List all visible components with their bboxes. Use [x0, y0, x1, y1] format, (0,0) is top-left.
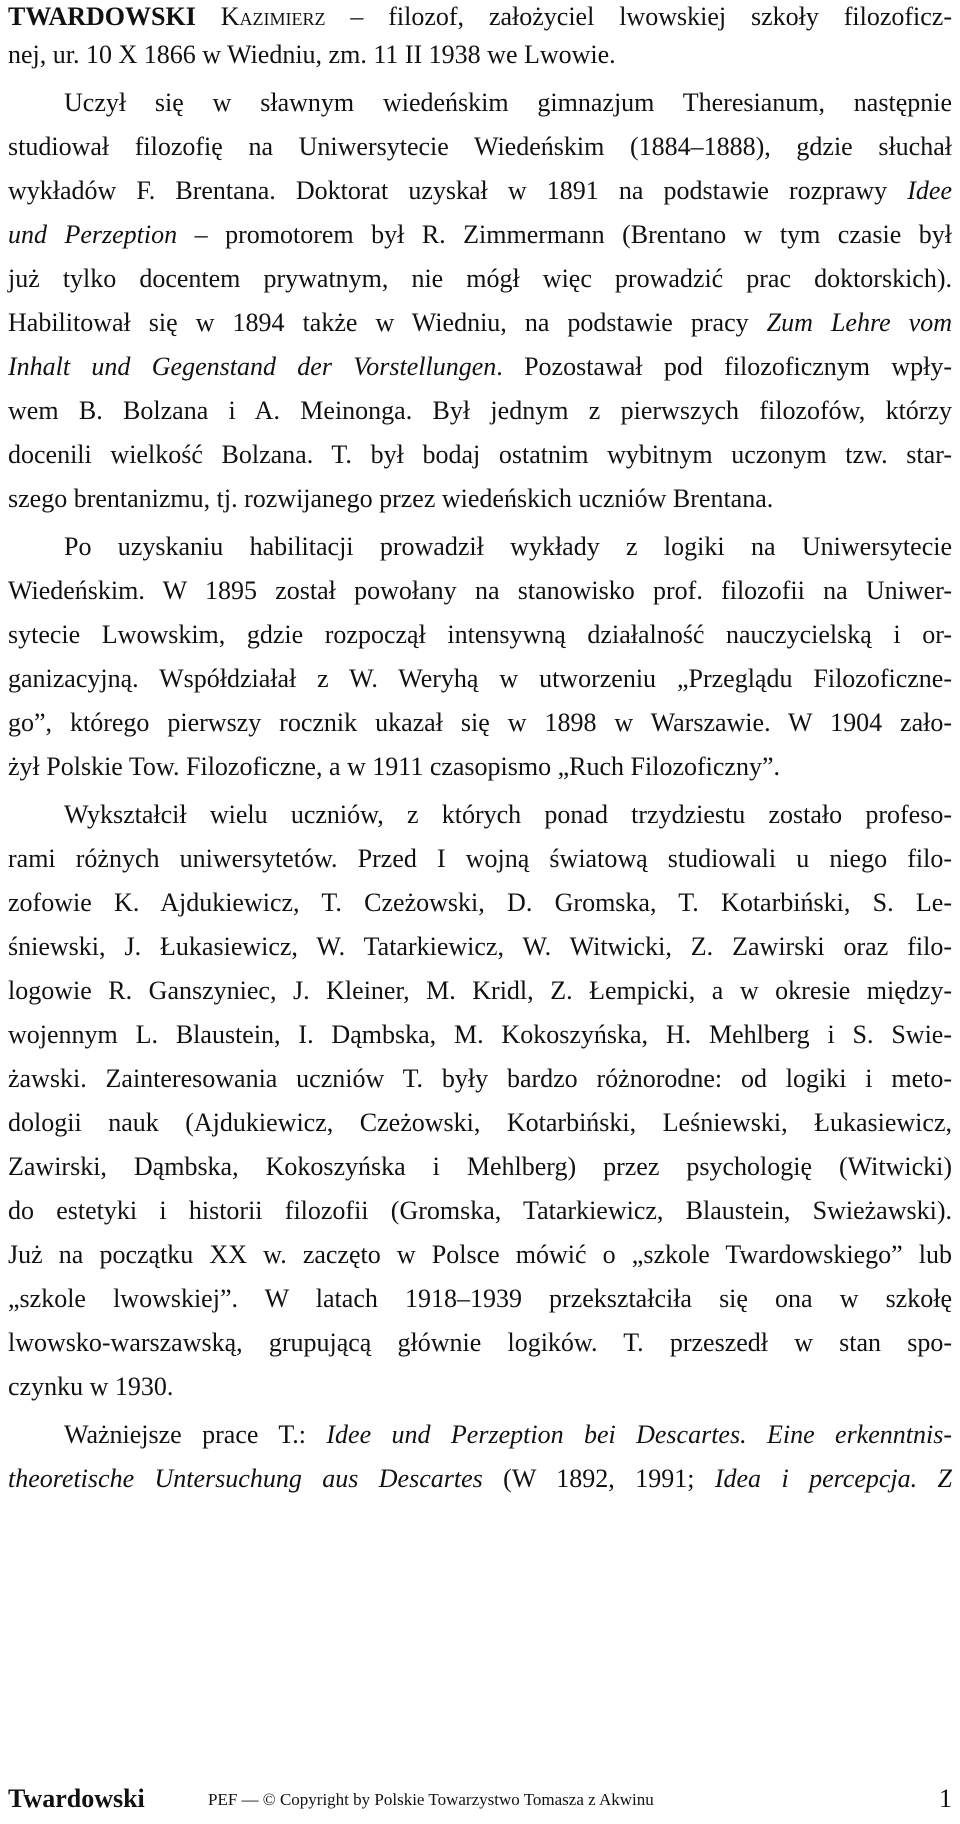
text-line: studiował filozofię na Uniwersytecie Wiedeńskim (1884–1888), gdzie słuchał [8, 132, 952, 161]
text-line: wem B. Bolzana i A. Meinonga. Był jednym z pierwszych filozofów, którzy [8, 396, 952, 425]
text-line: go”, którego pierwszy rocznik ukazał się w 1898 w Warszawie. W 1904 zało- [8, 708, 952, 737]
text-line: lwowsko-warszawską, grupującą głównie logików. T. przeszedł w stan spo- [8, 1328, 952, 1357]
text-line: wykładów F. Brentana. Doktorat uzyskał w 1891 na podstawie rozprawy Idee [8, 176, 952, 205]
text-line: wojennym L. Blaustein, I. Dąmbska, M. Kokoszyńska, H. Mehlberg i S. Swie- [8, 1020, 952, 1049]
entry-heading-name: TWARDOWSKI [8, 2, 196, 31]
text-line: „szkole lwowskiej”. W latach 1918–1939 przekształciła się ona w szkołę [8, 1284, 952, 1313]
text-line: zofowie K. Ajdukiewicz, T. Czeżowski, D. Gromska, T. Kotarbiński, S. Le- [8, 888, 952, 917]
footer-copyright: PEF — © Copyright by Polskie Towarzystwo Tomasza z Akwinu [208, 1790, 654, 1809]
text-line: żył Polskie Tow. Filozoficzne, a w 1911 czasopismo „Ruch Filozoficzny”. [8, 752, 780, 781]
text-line: czynku w 1930. [8, 1372, 174, 1401]
text-line: szego brentanizmu, tj. rozwijanego przez wiedeńskich uczniów Brentana. [8, 484, 774, 513]
text-line: śniewski, J. Łukasiewicz, W. Tatarkiewicz, W. Witwicki, Z. Zawirski oraz filo- [8, 932, 952, 961]
entry-heading-given: Kazimierz [220, 2, 326, 31]
page-footer [8, 1782, 952, 1818]
text-line: ganizacyjną. Współdziałał z W. Weryhą w utworzeniu „Przeglądu Filozoficzne- [8, 664, 952, 693]
text-line: nej, ur. 10 X 1866 w Wiedniu, zm. 11 II 1938 we Lwowie. [8, 40, 616, 69]
text-line: theoretische Untersuchung aus Descartes (W 1892, 1991; Idea i percepcja. Z [8, 1464, 953, 1493]
text-line: Inhalt und Gegenstand der Vorstellungen. Pozostawał pod filozoficznym wpły- [8, 352, 952, 381]
text-line: Po uzyskaniu habilitacji prowadził wykłady z logiki na Uniwersytecie [64, 532, 952, 561]
footer-title: Twardowski [8, 1784, 145, 1813]
text-line: TWARDOWSKI Kazimierz – filozof, założyciel lwowskiej szkoły filozoficz- [8, 2, 952, 31]
text-line: Uczył się w sławnym wiedeńskim gimnazjum Theresianum, następnie [64, 88, 952, 117]
text-line: sytecie Lwowskim, gdzie rozpoczął intensywną działalność nauczycielską i or- [8, 620, 952, 649]
text-line: już tylko docentem prywatnym, nie mógł więc prowadzić prac doktorskich). [8, 264, 952, 293]
text-line: rami różnych uniwersytetów. Przed I wojną światową studiowali u niego filo- [8, 844, 952, 873]
text-line: docenili wielkość Bolzana. T. był bodaj ostatnim wybitnym uczonym tzw. star- [8, 440, 952, 469]
text-line: Wiedeńskim. W 1895 został powołany na stanowisko prof. filozofii na Uniwer- [8, 576, 952, 605]
text-line: und Perzeption – promotorem był R. Zimmermann (Brentano w tym czasie był [8, 220, 952, 249]
text-line: żawski. Zainteresowania uczniów T. były bardzo różnorodne: od logiki i meto- [8, 1064, 952, 1093]
text-line: logowie R. Ganszyniec, J. Kleiner, M. Kridl, Z. Łempicki, a w okresie między- [8, 976, 952, 1005]
text-line: do estetyki i historii filozofii (Gromska, Tatarkiewicz, Blaustein, Swieżawski). [8, 1196, 952, 1225]
text-line: Wykształcił wielu uczniów, z których ponad trzydziestu zostało profeso- [64, 800, 952, 829]
text-line: Ważniejsze prace T.: Idee und Perzeption bei Descartes. Eine erkenntnis- [64, 1420, 952, 1449]
text-line: Habilitował się w 1894 także w Wiedniu, na podstawie pracy Zum Lehre vom [8, 308, 953, 337]
text-line: Zawirski, Dąmbska, Kokoszyńska i Mehlberg) przez psychologię (Witwicki) [8, 1152, 952, 1181]
text-line: dologii nauk (Ajdukiewicz, Czeżowski, Kotarbiński, Leśniewski, Łukasiewicz, [8, 1108, 952, 1137]
text-line: Już na początku XX w. zaczęto w Polsce mówić o „szkole Twardowskiego” lub [8, 1240, 952, 1269]
page-number: 1 [939, 1784, 952, 1813]
